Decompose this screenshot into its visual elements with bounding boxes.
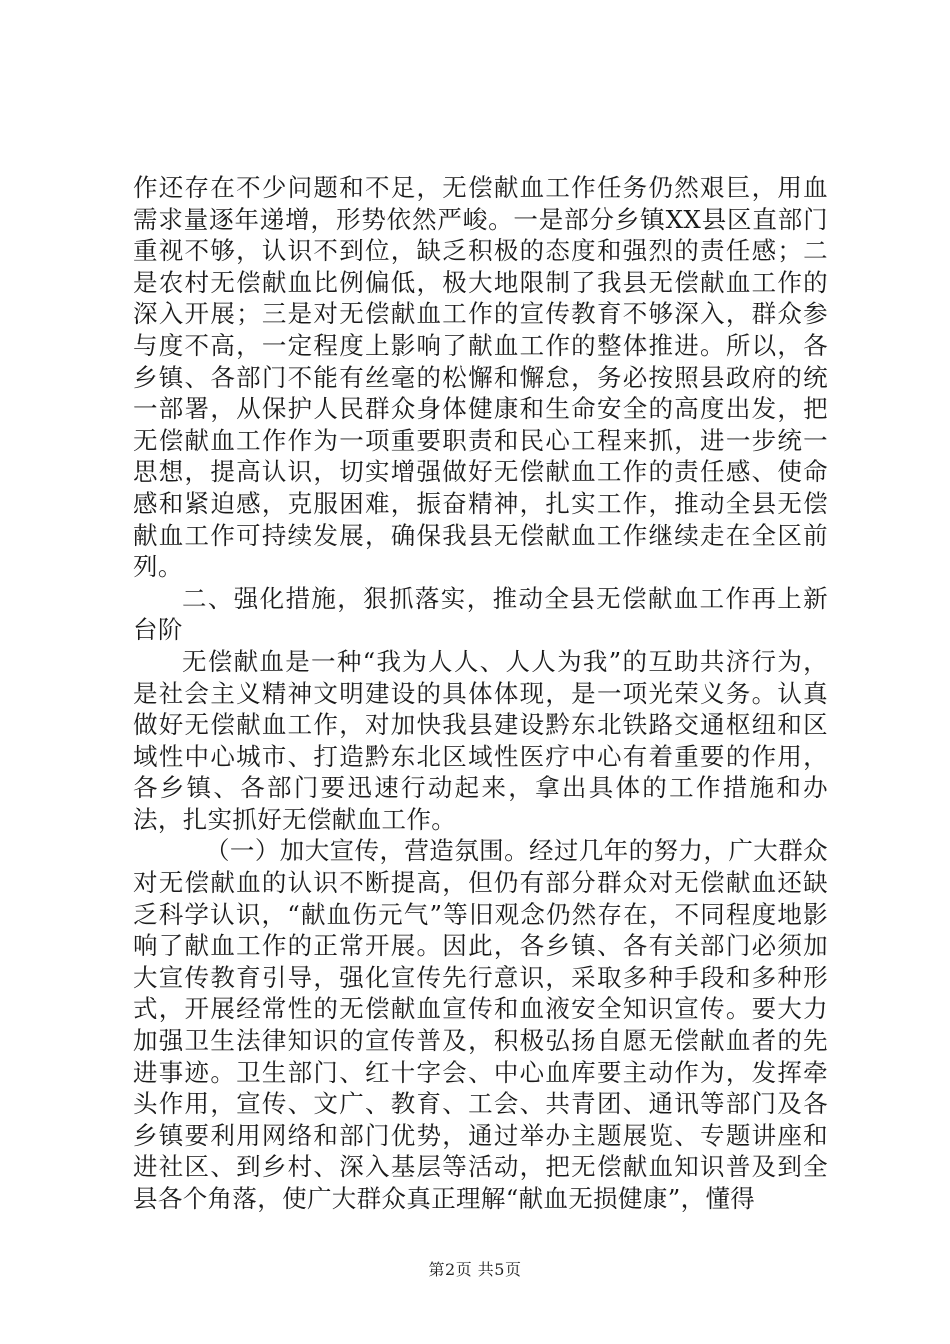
document-body	[133, 172, 828, 1215]
subsection-paragraph: （一）加大宣传，营造氛围。经过几年的努力，广大群众对无偿献血的认识不断提高，但仍有部分群众对无偿献血还缺乏科学认识，“献血伤元气”等旧观念仍然存在，不同程度地影响了献血工作的正常开展。因此，各乡镇、各有关部门必须加大宣传教育引导，强化宣传先行意识，采取多种手段和多种形式，开展经常性的无偿献血宣传和血液安全知识宣传。要大力加强卫生法律知识的宣传普及，积极弘扬自愿无偿献血者的先进事迹。卫生部门、红十字会、中心血库要主动作为，发挥牵头作用，宣传、文广、教育、工会、共青团、通讯等部门及各乡镇要利用网络和部门优势，通过举办主题展览、专题讲座和进社区、到乡村、深入基层等活动，把无偿献血知识普及到全县各个角落，使广大群众真正理解“献血无损健康”，懂得	[133, 836, 828, 1213]
paragraph-continuation: 作还存在不少问题和不足，无偿献血工作任务仍然艰巨，用血需求量逐年递增，形势依然严峻。一是部分乡镇XX县区直部门重视不够，认识不到位，缺乏积极的态度和强烈的责任感；二是农村无偿献血比例偏低，极大地限制了我县无偿献血工作的深入开展；三是对无偿献血工作的宣传教育不够深入，群众参与度不高，一定程度上影响了献血工作的整体推进。所以，各乡镇、各部门不能有丝毫的松懈和懈怠，务必按照县政府的统一部署，从保护人民群众身体健康和生命安全的高度出发，把无偿献血工作作为一项重要职责和民心工程来抓，进一步统一思想，提高认识，切实增强做好无偿献血工作的责任感、使命感和紧迫感，克服困难，振奋精神，扎实工作，推动全县无偿献血工作可持续发展，确保我县无偿献血工作继续走在全区前列。	[133, 173, 828, 582]
page-number-footer: 第2页 共5页	[428, 1260, 522, 1279]
section-heading: 二、强化措施，狠抓落实，推动全县无偿献血工作再上新台阶	[133, 583, 828, 645]
paragraph: 无偿献血是一种“我为人人、人人为我”的互助共济行为，是社会主义精神文明建设的具体体现，是一项光荣义务。认真做好无偿献血工作，对加快我县建设黔东北铁路交通枢纽和区域性中心城市、打造黔东北区域性医疗中心有着重要的作用，各乡镇、各部门要迅速行动起来，拿出具体的工作措施和办法，扎实抓好无偿献血工作。	[133, 646, 828, 834]
